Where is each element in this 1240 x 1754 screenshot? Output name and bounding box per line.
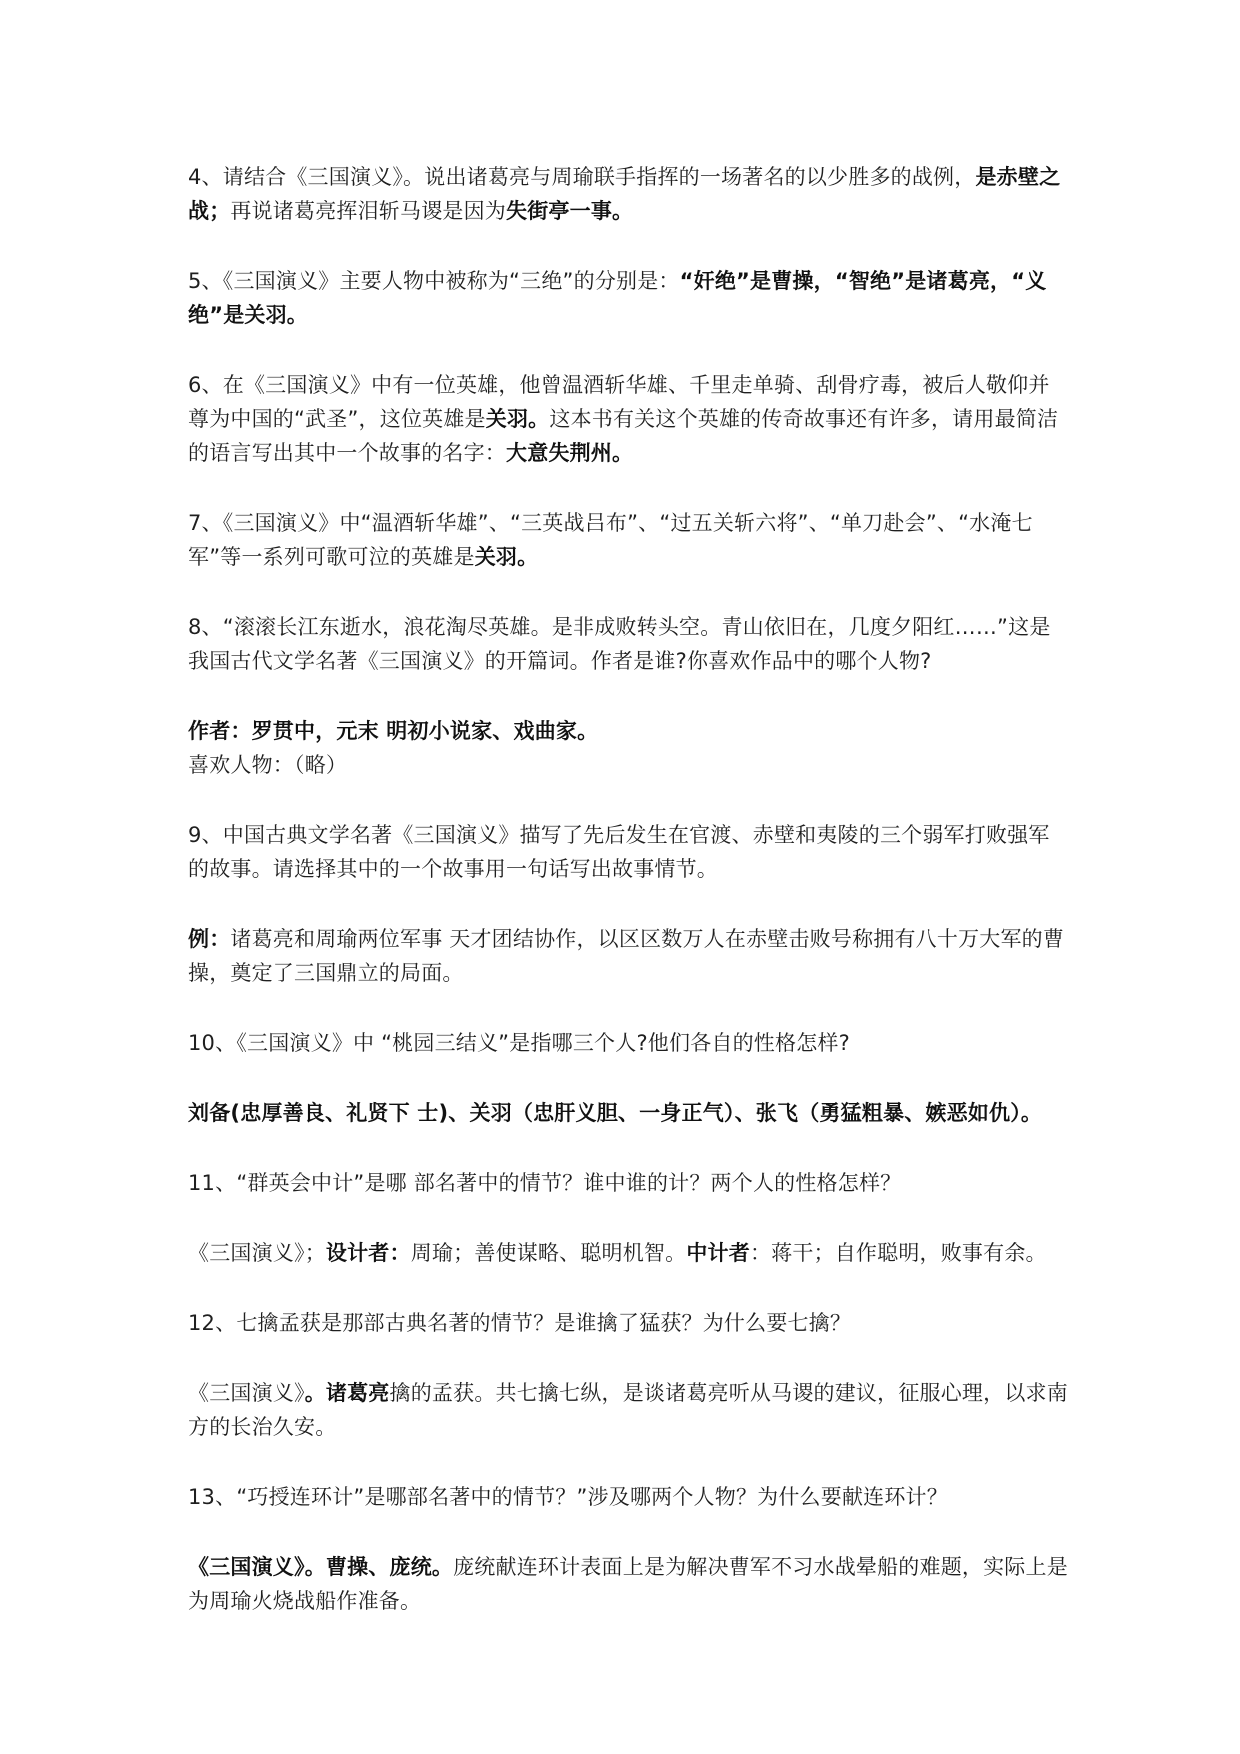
paragraph-a12	[188, 1376, 1068, 1444]
bold-text: “奸绝”是曹操，“智绝”是诸葛亮，“义绝”是关羽。	[188, 269, 1047, 327]
paragraph-q8	[188, 610, 1068, 678]
document-body	[188, 160, 1068, 1654]
paragraph-a13	[188, 1550, 1068, 1618]
paragraph-q7	[188, 506, 1068, 574]
paragraph-q9	[188, 818, 1068, 886]
body-text: 11、“群英会中计”是哪 部名著中的情节？谁中谁的计？两个人的性格怎样？	[188, 1171, 902, 1195]
body-text: 再说诸葛亮挥泪斩马谡是因为	[230, 199, 507, 223]
body-text: 6、在《三国演义》中有一位英雄，他曾温酒斩华雄、千里走单骑、刮骨疗毒，被后人敬仰并尊为中国的“武圣”，这位英雄是	[188, 373, 1050, 431]
body-text: 10、《三国演义》中 “桃园三结义”是指哪三个人?他们各自的性格怎样?	[188, 1031, 850, 1055]
body-text: 7、《三国演义》中“温酒斩华雄”、“三英战吕布”、“过五关斩六将”、“单刀赴会”、“水淹七军”等一系列可歌可泣的英雄是	[188, 511, 1033, 569]
bold-text: 《三国演义》。曹操、庞统。	[188, 1555, 454, 1579]
paragraph-a8-author	[188, 714, 1068, 748]
body-text: 庞统献连环计表面上是为解决曹军不习水战晕船的难题，实际上是为周瑜火烧战船作准备。	[188, 1555, 1068, 1613]
bold-text: 设计者：	[325, 1241, 411, 1265]
body-text: 诸葛亮和周瑜两位军事 天才团结协作，以区区数万人在赤壁击败号称拥有八十万大军的曹操，奠定了三国鼎立的局面。	[188, 927, 1065, 985]
paragraph-q13	[188, 1480, 1068, 1514]
body-text: 13、“巧授连环计”是哪部名著中的情节？”涉及哪两个人物？为什么要献连环计？	[188, 1485, 948, 1509]
paragraph-a10	[188, 1096, 1068, 1130]
body-text: 12、七擒孟获是那部古典名著的情节？是谁擒了猛获？为什么要七擒？	[188, 1311, 852, 1335]
bold-text: 作者：罗贯中，元末 明初小说家、戏曲家。	[188, 719, 599, 743]
paragraph-q5	[188, 264, 1068, 332]
bold-text: 是赤壁之战；	[188, 165, 1061, 223]
paragraph-a11	[188, 1236, 1068, 1270]
body-text: 擒的孟获。共七擒七纵，是谈诸葛亮听从马谡的建议，征服心理，以求南方的长治久安。	[188, 1381, 1068, 1439]
bold-text: 关羽。	[485, 407, 550, 431]
body-text: 5、《三国演义》主要人物中被称为“三绝”的分别是：	[188, 269, 680, 293]
body-text: 这本书有关这个英雄的传奇故事还有许多，请用最简洁的语言写出其中一个故事的名字：	[188, 407, 1059, 465]
body-text: 《三国演义》	[188, 1381, 305, 1405]
bold-text: 关羽。	[474, 545, 539, 569]
paragraph-q11	[188, 1166, 1068, 1200]
body-text: 8、“滚滚长江东逝水，浪花淘尽英雄。是非成败转头空。青山依旧在，几度夕阳红……”这是我国古代文学名著《三国演义》的开篇词。作者是谁?你喜欢作品中的哪个人物?	[188, 615, 1051, 673]
body-text: 9、中国古典文学名著《三国演义》描写了先后发生在官渡、赤壁和夷陵的三个弱军打败强军的故事。请选择其中的一个故事用一句话写出故事情节。	[188, 823, 1050, 881]
body-text: 喜欢人物：（略）	[188, 753, 348, 777]
bold-text: 失街亭一事。	[506, 199, 634, 223]
bold-text: 中计者	[686, 1241, 750, 1265]
paragraph-a8-like	[188, 748, 1068, 782]
bold-text: 大意失荆州。	[506, 441, 634, 465]
paragraph-a9	[188, 922, 1068, 990]
body-text: 4、请结合《三国演义》。说出诸葛亮与周瑜联手指挥的一场著名的以少胜多的战例，	[188, 165, 976, 189]
paragraph-q6	[188, 368, 1068, 470]
paragraph-q12	[188, 1306, 1068, 1340]
body-text: 《三国演义》；	[188, 1241, 326, 1265]
body-text: 周瑜；善使谋略、聪明机智。	[410, 1241, 687, 1265]
paragraph-q10	[188, 1026, 1068, 1060]
bold-text: 例：	[188, 927, 231, 951]
bold-text: 刘备(忠厚善良、礼贤下 士)、关羽（忠肝义胆、一身正气）、张飞（勇猛粗暴、嫉恶如仇）。	[188, 1101, 1043, 1125]
bold-text: 。诸葛亮	[304, 1381, 390, 1405]
paragraph-q4	[188, 160, 1068, 228]
body-text: ：蒋干；自作聪明，败事有余。	[749, 1241, 1047, 1265]
